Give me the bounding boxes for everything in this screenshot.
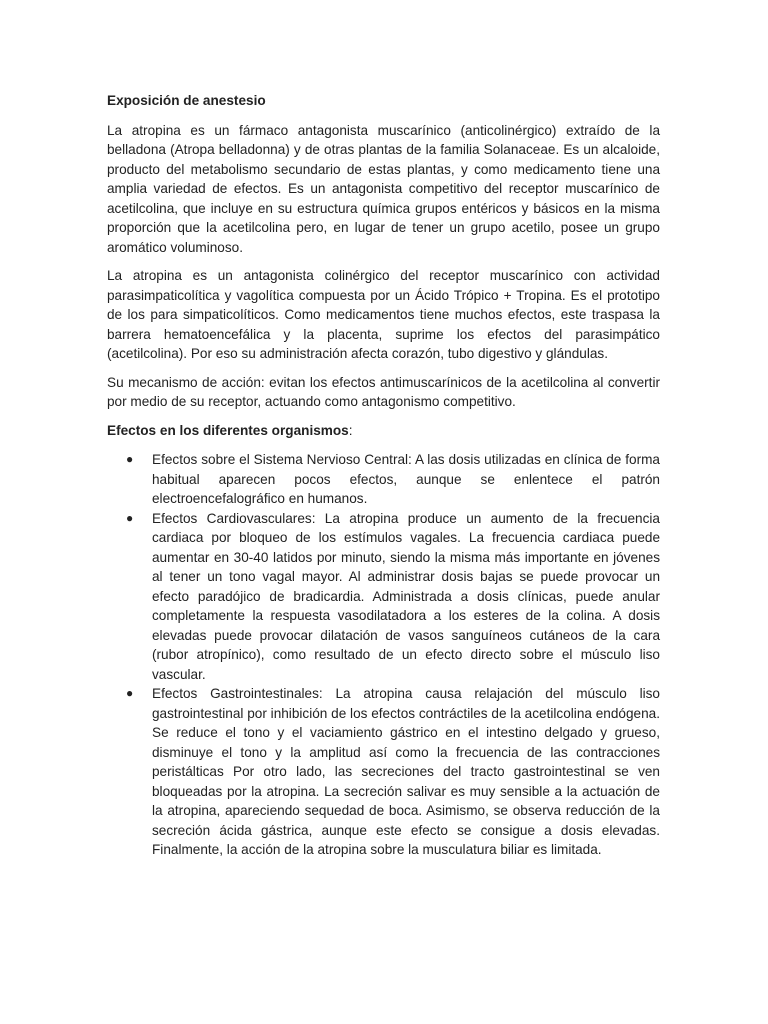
list-item-gastrointestinal-effects	[107, 684, 660, 860]
list-item-text: Efectos Cardiovasculares: La atropina produce un aumento de la frecuencia cardiaca por bloqueo de los estímulos vagales. La frecuencia cardiaca puede aumentar en 30-40 latidos por minuto, siendo la misma más importante en jóvenes al tener un tono vagal mayor. Al administrar dosis bajas se puede provocar un efecto paradójico de bradicardia. Administrada a dosis clínicas, puede anular completamente la respuesta vasodilatadora a los esteres de la colina. A dosis elevadas puede provocar dilatación de vasos sanguíneos cutáneos de la cara (rubor atropínico), como resultado de un efecto directo sobre el músculo liso vascular.	[152, 510, 660, 682]
section-heading-effects-text: Efectos en los diferentes organismos	[107, 422, 349, 438]
document-title: Exposición de anestesio	[107, 93, 266, 108]
document-page	[107, 91, 660, 860]
bullet-icon: ●	[126, 686, 134, 700]
paragraph-atropine-description: La atropina es un antagonista colinérgico del receptor muscarínico con actividad parasimpaticolítica y vagolítica compuesta por un Ácido Trópico + Tropina. Es el prototipo de los para simpaticolíticos. Como medicamentos tiene muchos efectos, este traspasa la barrera hematoencefálica y la placenta, suprime los efectos del parasimpático (acetilcolina). Por eso su administración afecta corazón, tubo digestivo y glándulas.	[107, 268, 660, 361]
list-item-text: Efectos sobre el Sistema Nervioso Central: A las dosis utilizadas en clínica de forma habitual aparecen pocos efectos, aunque se enlentece el patrón electroencefalográfico en humanos.	[152, 452, 660, 506]
list-item-cardiovascular-effects	[107, 509, 660, 685]
bullet-icon: ●	[126, 452, 134, 466]
list-item-cns-effects	[107, 450, 660, 509]
section-heading-effects	[107, 421, 660, 441]
paragraph-intro: La atropina es un fármaco antagonista muscarínico (anticolinérgico) extraído de la belladona (Atropa belladonna) y de otras plantas de la familia Solanaceae. Es un alcaloide, producto del metabolismo secundario de estas plantas, y como medicamento tiene una amplia variedad de efectos. Es un antagonista competitivo del receptor muscarínico de acetilcolina, que incluye en su estructura química grupos entéricos y básicos en la misma proporción que la acetilcolina pero, en lugar de tener un grupo acetilo, posee un grupo aromático voluminoso.	[107, 122, 660, 255]
paragraph-mechanism: Su mecanismo de acción: evitan los efectos antimuscarínicos de la acetilcolina al convertir por medio de su receptor, actuando como antagonismo competitivo.	[107, 374, 660, 409]
section-heading-colon: :	[348, 422, 353, 438]
list-item-text: Efectos Gastrointestinales: La atropina causa relajación del músculo liso gastrointestinal por inhibición de los efectos contráctiles de la acetilcolina endógena. Se reduce el tono y el vaciamiento gástrico en el intestino delgado y grueso, disminuye el tono y la amplitud así como la frecuencia de las contracciones peristálticas Por otro lado, las secreciones del tracto gastrointestinal se ven bloqueadas por la atropina. La secreción salivar es muy sensible a la actuación de la atropina, apareciendo sequedad de boca. Asimismo, se observa reducción de la secreción ácida gástrica, aunque este efecto se consigue a dosis elevadas. Finalmente, la acción de la atropina sobre la musculatura biliar es limitada.	[152, 686, 660, 857]
effects-list	[107, 450, 660, 860]
bullet-icon: ●	[126, 510, 134, 525]
